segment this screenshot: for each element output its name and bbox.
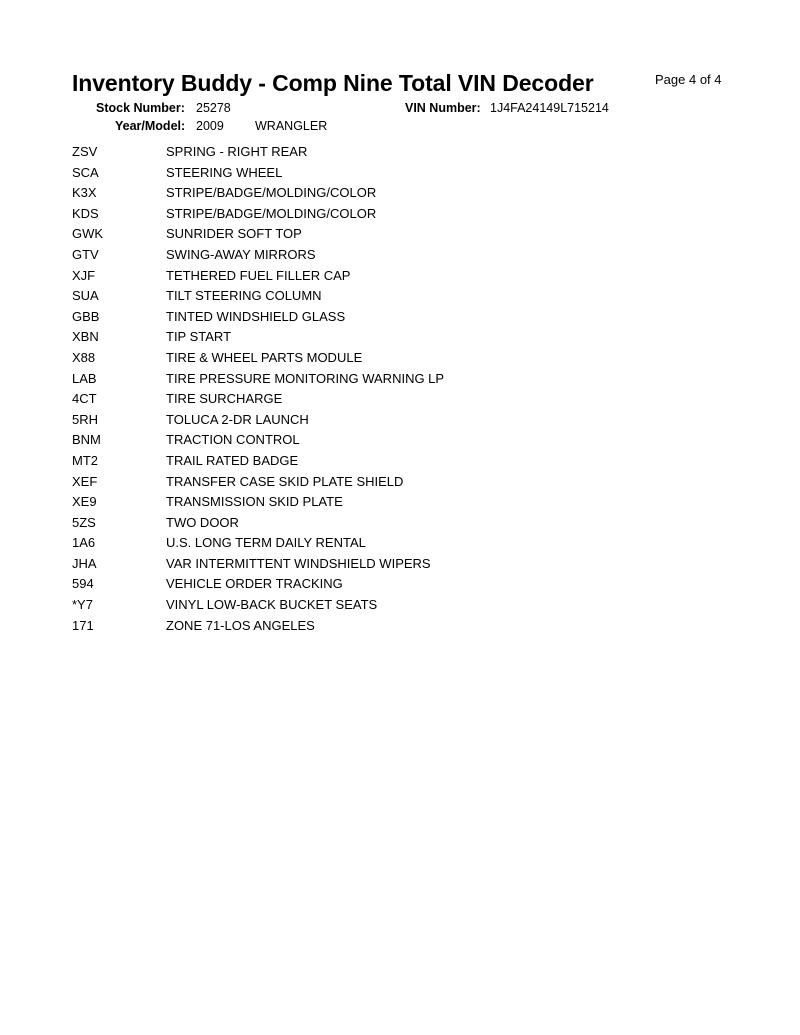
option-description: SPRING - RIGHT REAR — [166, 144, 308, 159]
option-code: MT2 — [72, 452, 98, 468]
option-description: TIRE & WHEEL PARTS MODULE — [166, 349, 363, 365]
option-code: XEF — [72, 473, 98, 489]
model-value: WRANGLER — [255, 119, 328, 133]
option-code: 594 — [72, 576, 94, 592]
option-code: X88 — [72, 349, 96, 365]
list-item — [72, 164, 672, 185]
option-code: 5RH — [72, 411, 99, 427]
option-description: U.S. LONG TERM DAILY RENTAL — [166, 535, 366, 551]
list-item — [72, 328, 672, 349]
option-code: 171 — [72, 617, 94, 633]
list-item — [72, 514, 672, 535]
list-item — [72, 246, 672, 267]
option-code: 5ZS — [72, 514, 96, 530]
list-item — [72, 184, 672, 205]
option-description: SWING-AWAY MIRRORS — [166, 246, 316, 262]
option-code: GWK — [72, 226, 104, 242]
list-item — [72, 143, 672, 164]
list-item — [72, 287, 672, 308]
option-description: STRIPE/BADGE/MOLDING/COLOR — [166, 205, 377, 221]
option-code-list — [72, 143, 672, 637]
list-item — [72, 411, 672, 432]
list-item — [72, 431, 672, 452]
list-item — [72, 473, 672, 494]
year-model-label: Year/Model: — [115, 119, 186, 133]
option-description: TINTED WINDSHIELD GLASS — [166, 308, 346, 324]
vin-number-value: 1J4FA24149L715214 — [490, 101, 609, 115]
option-description: SUNRIDER SOFT TOP — [166, 226, 302, 242]
option-description: TOLUCA 2-DR LAUNCH — [166, 411, 309, 427]
list-item — [72, 452, 672, 473]
list-item — [72, 308, 672, 329]
option-description: TRANSFER CASE SKID PLATE SHIELD — [166, 473, 404, 489]
list-item — [72, 390, 672, 411]
option-description: TIP START — [166, 329, 232, 345]
list-item — [72, 225, 672, 246]
stock-number-label: Stock Number: — [96, 101, 185, 115]
option-description: TILT STEERING COLUMN — [166, 288, 322, 304]
list-item — [72, 534, 672, 555]
list-item — [72, 555, 672, 576]
page-indicator: Page 4 of 4 — [655, 72, 722, 87]
option-code: *Y7 — [72, 597, 93, 613]
option-code: K3X — [72, 185, 97, 201]
option-code: KDS — [72, 205, 99, 221]
option-description: VINYL LOW-BACK BUCKET SEATS — [166, 597, 378, 613]
option-code: BNM — [72, 432, 101, 448]
list-item — [72, 575, 672, 596]
list-item — [72, 493, 672, 514]
option-code: XJF — [72, 267, 96, 283]
vin-number-label: VIN Number: — [405, 101, 481, 115]
option-description: ZONE 71-LOS ANGELES — [166, 617, 315, 633]
document-title: Inventory Buddy - Comp Nine Total VIN Decoder — [72, 70, 594, 96]
list-item — [72, 617, 672, 638]
option-code: SUA — [72, 288, 99, 304]
list-item — [72, 596, 672, 617]
option-description: STRIPE/BADGE/MOLDING/COLOR — [166, 185, 377, 201]
option-description: TRACTION CONTROL — [166, 432, 300, 448]
option-code: GTV — [72, 246, 99, 262]
option-description: TRANSMISSION SKID PLATE — [166, 494, 343, 510]
option-description: VEHICLE ORDER TRACKING — [166, 576, 343, 592]
option-description: VAR INTERMITTENT WINDSHIELD WIPERS — [166, 555, 431, 571]
option-description: STEERING WHEEL — [166, 164, 283, 180]
option-description: TIRE SURCHARGE — [166, 391, 283, 407]
option-code: JHA — [72, 555, 97, 571]
option-description: TETHERED FUEL FILLER CAP — [166, 267, 351, 283]
option-code: LAB — [72, 370, 97, 386]
option-code: SCA — [72, 164, 99, 180]
stock-number-value: 25278 — [196, 101, 231, 115]
option-description: TIRE PRESSURE MONITORING WARNING LP — [166, 370, 445, 386]
option-code: XE9 — [72, 494, 97, 510]
option-code: ZSV — [72, 144, 98, 159]
list-item — [72, 370, 672, 391]
option-description: TRAIL RATED BADGE — [166, 452, 299, 468]
list-item — [72, 349, 672, 370]
list-item — [72, 205, 672, 226]
option-code: GBB — [72, 308, 100, 324]
option-code: 1A6 — [72, 535, 96, 551]
year-value: 2009 — [196, 119, 224, 133]
list-item — [72, 267, 672, 288]
option-code: 4CT — [72, 391, 97, 407]
option-code: XBN — [72, 329, 99, 345]
option-description: TWO DOOR — [166, 514, 239, 530]
